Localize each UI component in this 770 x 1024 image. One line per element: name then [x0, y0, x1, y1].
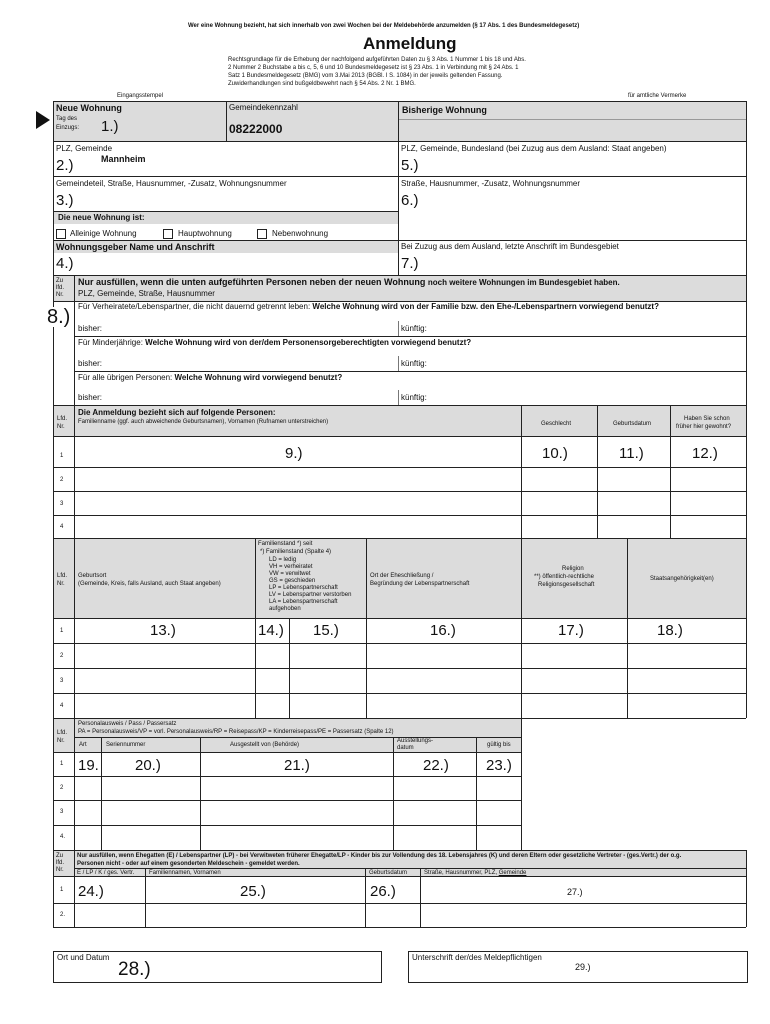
- spouse-type-field[interactable]: 24.): [78, 883, 104, 900]
- marital-status-field[interactable]: 14.): [258, 622, 284, 639]
- details-nr-label: Nr.: [57, 581, 65, 587]
- prev-plz-field[interactable]: 5.): [401, 157, 419, 174]
- marriage-place-field[interactable]: 16.): [430, 622, 456, 639]
- new-flat-title: Neue Wohnung: [56, 103, 122, 113]
- secondary-flat-checkbox[interactable]: [257, 229, 267, 239]
- spouse-row-num: 1: [60, 887, 64, 893]
- abroad-field[interactable]: 7.): [401, 255, 419, 272]
- other-flats-sub: PLZ, Gemeinde, Straße, Hausnummer: [78, 289, 215, 298]
- prev-street-field[interactable]: 6.): [401, 192, 419, 209]
- other-flats-col-label-2: lfd.: [56, 285, 65, 291]
- new-plz-label: PLZ, Gemeinde: [56, 144, 113, 153]
- spouse-name-header: Familiennamen, Vornamen: [149, 870, 221, 876]
- id-nr-label: Nr.: [57, 738, 65, 744]
- spouse-birth-header: Geburtsdatum: [369, 870, 408, 876]
- id-type-header: Art: [79, 742, 87, 748]
- id-valid-header: gültig bis: [487, 742, 511, 748]
- details-lfd-label: Lfd.: [57, 573, 68, 579]
- form-notice: Wer eine Wohnung bezieht, hat sich innerhalb von zwei Wochen bei der Meldebehörde anzumelden (§ 17 Abs. 1 des Bundesmeldegesetz): [188, 23, 580, 29]
- marriage-place-header-2: Begründung der Lebenspartnerschaft: [370, 581, 470, 587]
- persons-nr-label: Nr.: [57, 424, 65, 430]
- main-flat-label: Hauptwohnung: [178, 229, 232, 238]
- religion-header-2: **) öffentlich-rechtliche: [534, 574, 594, 580]
- persons-lfd-label: Lfd.: [57, 416, 68, 422]
- form-title: Anmeldung: [363, 34, 457, 53]
- spouse-col-label: Zu: [56, 853, 64, 859]
- other-flats-marker[interactable]: 8.): [47, 306, 71, 328]
- persons-row-num: 4: [60, 524, 64, 530]
- gender-header: Geschlecht: [541, 421, 572, 427]
- id-row-num: 3: [60, 809, 64, 815]
- details-row-num: 2: [60, 653, 64, 659]
- id-doc-heading: Personalausweis / Pass / Passersatz: [78, 721, 177, 727]
- birthdate-header: Geburtsdatum: [613, 421, 652, 427]
- persons-heading: Die Anmeldung bezieht sich auf folgende Personen:: [78, 408, 276, 417]
- person-prev-lived-field[interactable]: 12.): [692, 445, 718, 462]
- persons-sub: Familienname (ggf. auch abweichende Geburtsnamen), Vornamen (Rufnamen unterstreichen): [78, 419, 329, 425]
- new-street-field[interactable]: 3.): [56, 192, 74, 209]
- spouse-address-field[interactable]: 27.): [567, 887, 583, 897]
- status-since-field[interactable]: 15.): [313, 622, 339, 639]
- spouse-birth-field[interactable]: 26.): [370, 883, 396, 900]
- nationality-field[interactable]: 18.): [657, 622, 683, 639]
- id-issuer-header: Ausgestellt von (Behörde): [230, 742, 300, 748]
- spouse-address-header: Straße, Hausnummer, PLZ, Gemeinde: [424, 870, 527, 876]
- secondary-flat-label: Nebenwohnung: [272, 229, 329, 238]
- flat-type-label: Die neue Wohnung ist:: [58, 213, 145, 222]
- id-date-field[interactable]: 22.): [423, 757, 449, 774]
- main-flat-checkbox[interactable]: [163, 229, 173, 239]
- previous-flat-title: Bisherige Wohnung: [402, 105, 487, 115]
- minor-future-label: künftig:: [401, 359, 427, 368]
- move-in-date-field[interactable]: 1.): [101, 118, 119, 135]
- persons-row-num: 3: [60, 501, 64, 507]
- married-question: Für Verheiratete/Lebenspartner, die nicht dauernd getrennt leben: Welche Wohnung wird von der Familie bzw. den Ehe-/Lebenspartnern vorwiegend benutzt?: [78, 302, 659, 311]
- id-issuer-field[interactable]: 21.): [284, 757, 310, 774]
- prev-plz-label: PLZ, Gemeinde, Bundesland (bei Zuzug aus dem Ausland: Staat angeben): [401, 144, 667, 153]
- place-date-label: Ort und Datum: [57, 953, 110, 962]
- spouse-type-header: E / LP / K / ges. Vertr.: [77, 870, 135, 876]
- nationality-header: Staatsangehörigkeit(en): [650, 576, 714, 582]
- other-question: Für alle übrigen Personen: Welche Wohnung wird vorwiegend benutzt?: [78, 373, 343, 382]
- prev-lived-header-2: früher hier gewohnt?: [676, 424, 732, 430]
- spouse-heading: Nur ausfüllen, wenn Ehegatten (E) / Lebenspartner (LP) - bei Verwitweten früherer Ehegatte/LP - Kinder bis zur Vollendung des 18. Lebensjahres (K) und deren Eltern oder gesetzliche Vertreter - (ges.Vertr.) der o.g.: [77, 853, 682, 859]
- spouse-col-label-2: lfd.: [56, 860, 65, 866]
- id-serial-header: Seriennummer: [106, 742, 146, 748]
- arrow-marker-icon: [36, 111, 50, 129]
- spouse-row-num: 2.: [60, 912, 66, 918]
- person-gender-field[interactable]: 10.): [542, 445, 568, 462]
- sole-flat-checkbox[interactable]: [56, 229, 66, 239]
- details-row-num: 1: [60, 628, 64, 634]
- spouse-name-field[interactable]: 25.): [240, 883, 266, 900]
- religion-field[interactable]: 17.): [558, 622, 584, 639]
- id-valid-field[interactable]: 23.): [486, 757, 512, 774]
- stamp-label: Eingangsstempel: [117, 93, 164, 99]
- new-street-label: Gemeindeteil, Straße, Hausnummer, -Zusatz, Wohnungsnummer: [56, 179, 287, 188]
- id-date-header: Ausstellungs-: [397, 738, 434, 744]
- married-future-label: künftig:: [401, 324, 427, 333]
- details-row-num: 3: [60, 678, 64, 684]
- details-row-num: 4: [60, 703, 64, 709]
- other-future-label: künftig:: [401, 393, 427, 402]
- persons-row-num: 2: [60, 477, 64, 483]
- person-name-field[interactable]: 9.): [285, 445, 303, 462]
- marriage-place-header: Ort der Eheschließung /: [370, 573, 434, 579]
- prev-lived-header: Haben Sie schon: [684, 416, 730, 422]
- id-row-num: 4.: [60, 834, 66, 840]
- spouse-heading-2: Personen nicht - oder auf einem gesonderten Meldeschein - gemeldet werden.: [77, 861, 300, 867]
- minor-before-label: bisher:: [78, 359, 103, 368]
- religion-header-3: Religionsgesellschaft: [538, 582, 595, 588]
- other-flats-col-label: Zu: [56, 278, 64, 284]
- new-plz-field[interactable]: 2.): [56, 157, 74, 174]
- move-in-date-label-2: Einzugs:: [56, 125, 80, 131]
- landlord-label: Wohnungsgeber Name und Anschrift: [56, 242, 215, 252]
- id-type-field[interactable]: 19.: [78, 757, 99, 774]
- move-in-date-label: Tag des: [56, 116, 78, 122]
- signature-field[interactable]: 29.): [575, 962, 591, 972]
- signature-label: Unterschrift der/des Meldepflichtigen: [412, 953, 542, 962]
- birthplace-field[interactable]: 13.): [150, 622, 176, 639]
- official-notes-label: für amtliche Vermerke: [628, 93, 687, 99]
- municipality-code-label: Gemeindekennzahl: [229, 103, 298, 112]
- other-before-label: bisher:: [78, 393, 103, 402]
- id-serial-field[interactable]: 20.): [135, 757, 161, 774]
- abroad-label: Bei Zuzug aus dem Ausland, letzte Anschrift im Bundesgebiet: [401, 242, 619, 251]
- persons-row-num: 1: [60, 453, 64, 459]
- prev-street-label: Straße, Hausnummer, -Zusatz, Wohnungsnummer: [401, 179, 581, 188]
- id-date-header-2: datum: [397, 745, 414, 751]
- marital-status-header: Familienstand *) seit: [258, 541, 313, 547]
- id-row-num: 1: [60, 761, 64, 767]
- landlord-field[interactable]: 4.): [56, 255, 74, 272]
- person-birthdate-field[interactable]: 11.): [619, 445, 644, 462]
- birthplace-header: Geburtsort: [78, 573, 107, 579]
- id-doc-types: PA = Personalausweis/VP = vorl. Personalausweis/RP = Reisepass/KP = Kinderreisepass/PE = Passersatz (Spalte 12): [78, 729, 394, 735]
- other-flats-col-label-3: Nr.: [56, 292, 64, 298]
- place-date-field[interactable]: 28.): [118, 959, 151, 980]
- id-lfd-label: Lfd.: [57, 730, 68, 736]
- sole-flat-label: Alleinige Wohnung: [70, 229, 137, 238]
- minor-question: Für Minderjährige: Welche Wohnung wird von der/dem Personensorgeberechtigten vorwiegend benutzt?: [78, 338, 472, 347]
- new-city-value[interactable]: Mannheim: [101, 154, 146, 164]
- spouse-col-label-3: Nr.: [56, 867, 64, 873]
- religion-header: Religion: [562, 566, 584, 572]
- birthplace-header-2: (Gemeinde, Kreis, falls Ausland, auch Staat angeben): [78, 581, 221, 587]
- other-flats-heading: Nur ausfüllen, wenn die unten aufgeführten Personen neben der neuen Wohnung noch weitere Wohnungen im Bundesgebiet haben.: [78, 277, 620, 287]
- municipality-code[interactable]: 08222000: [229, 122, 283, 136]
- married-before-label: bisher:: [78, 324, 103, 333]
- id-row-num: 2: [60, 785, 64, 791]
